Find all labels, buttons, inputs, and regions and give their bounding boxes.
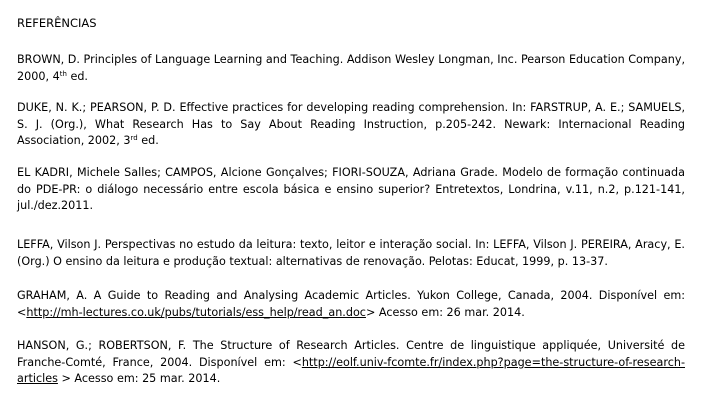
reference-hanson-text: HANSON, G.; ROBERTSON, F. The Structure of Research Articles. Centre de linguistique appliquée, Université de Franche-Comté, France, 2004. Disponível em: < <box>17 339 685 369</box>
reference-brown-edition: ed. <box>66 69 88 83</box>
reference-brown <box>17 52 685 85</box>
reference-brown-superscript: th <box>59 69 67 78</box>
reference-brown-text: BROWN, D. Principles of Language Learning and Teaching. Addison Wesley Longman, Inc. Pearson Education Company, 2000, 4 <box>17 53 685 83</box>
reference-leffa <box>17 237 685 270</box>
reference-elkadri-text: EL KADRI, Michele Salles; CAMPOS, Alcione Gonçalves; FIORI-SOUZA, Adriana Grade. Modelo de formação continuada do PDE-PR: o diálogo necessário entre escola básica e ensino superior? Entretextos, Londrina, v.11, n.2, p.121-141, jul./dez.2011. <box>17 166 685 213</box>
reference-duke <box>17 100 685 150</box>
reference-hanson-access: > Acesso em: 25 mar. 2014. <box>57 372 221 386</box>
reference-leffa-text: LEFFA, Vilson J. Perspectivas no estudo da leitura: texto, leitor e interação social. In: LEFFA, Vilson J. PEREIRA, Aracy, E. (Org.) O ensino da leitura e produção textual: alternativas de renovação. Pelotas: Educat, 1999, p. 13-37. <box>17 238 685 268</box>
reference-hanson-link[interactable]: http://eolf.univ-fcomte.fr/index.php?page=the-structure-of-research-articles <box>17 355 685 386</box>
reference-duke-text: DUKE, N. K.; PEARSON, P. D. Effective practices for developing reading comprehension. In: FARSTRUP, A. E.; SAMUELS, S. J. (Org.), What Research Has to Say About Reading Instruction, p.205-242. Newark: Internacional Reading Association, 2002, 3 <box>17 101 685 148</box>
references-heading: REFERÊNCIAS <box>17 16 97 30</box>
reference-graham-text: GRAHAM, A. A Guide to Reading and Analysing Academic Articles. Yukon College, Canada, 2004. Disponível em: < <box>17 289 685 319</box>
reference-hanson <box>17 338 685 388</box>
reference-duke-edition: ed. <box>137 134 159 148</box>
reference-graham <box>17 288 685 321</box>
reference-elkadri <box>17 165 685 215</box>
reference-duke-superscript: rd <box>130 134 138 143</box>
reference-graham-link[interactable]: http://mh-lectures.co.uk/pubs/tutorials/ess_help/read_an.doc <box>26 305 366 319</box>
reference-graham-access: > Acesso em: 26 mar. 2014. <box>365 305 525 319</box>
